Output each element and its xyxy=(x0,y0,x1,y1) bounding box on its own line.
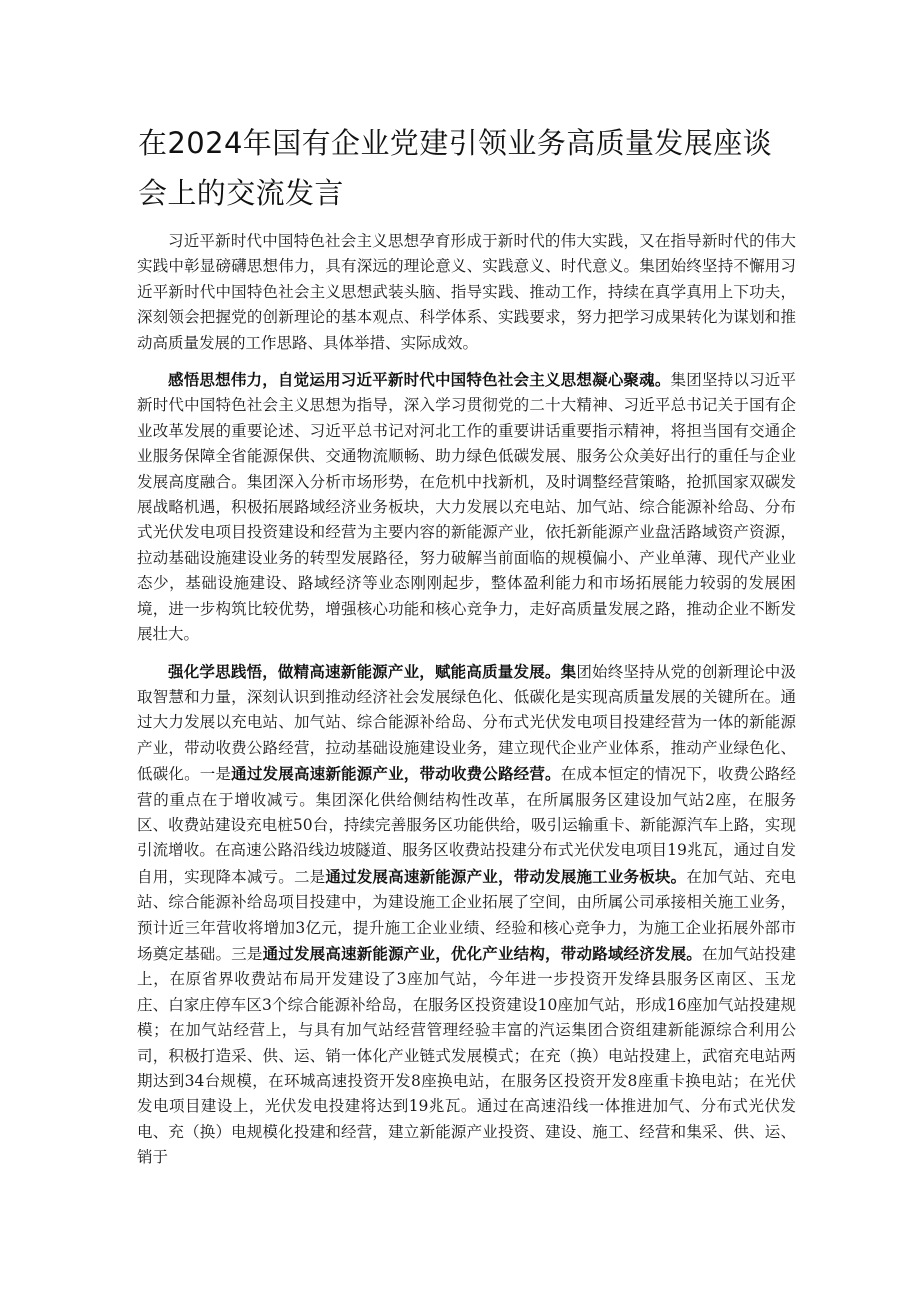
section-2-text: 团始终坚持从党的创新理论中汲取智慧和力量，深刻认识到推动经济社会发展绿色化、低碳化是实现高质量发展的关键所在。通过大力发展以充电站、加气站、综合能源补给岛、分布式光伏发电项目投建经营为一体的新能源产业，带动收费公路经营，拉动基础设施建设业务，建立现代企业产业体系，推动产业绿色化、低碳化。一是 xyxy=(137,662,796,784)
section-2-point-2: 通过发展高速新能源产业，带动发展施工业务板块。 xyxy=(325,866,687,886)
section-2-text: 在加气站、充电站、综合能源补给岛项目投建中，为建设施工企业拓展了空间，由所属公司承接相关施工业务，预计近三年营收将增加3亿元，提升施工企业业绩、经验和核心竞争力，为施工企业拓展外部市场奠定基础。三是 xyxy=(137,867,796,963)
section-2-text: 在成本恒定的情况下，收费公路经营的重点在于增收减亏。集团深化供给侧结构性改革，在所属服务区建设加气站2座，在服务区、收费站建设充电桩50台，持续完善服务区功能供给，吸引运输重卡、新能源汽车上路，实现引流增收。在高速公路沿线边坡隧道、服务区收费站投建分布式光伏发电项目19兆瓦，通过自发自用，实现降本减亏。二是 xyxy=(137,765,796,886)
paragraph-intro xyxy=(137,229,796,356)
document-body xyxy=(137,229,796,1182)
section-1-heading: 感悟思想伟力，自觉运用习近平新时代中国特色社会主义思想凝心聚魂。 xyxy=(168,370,671,390)
paragraph-section-2 xyxy=(137,659,796,1171)
section-2-heading: 强化学思践悟，做精高速新能源产业，赋能高质量发展。集 xyxy=(168,661,577,681)
section-2-point-3: 通过发展高速新能源产业，优化产业结构，带动路域经济发展。 xyxy=(262,943,702,963)
paragraph-section-1 xyxy=(137,367,796,647)
section-1-text: 集团坚持以习近平新时代中国特色社会主义思想为指导，深入学习贯彻党的二十大精神、习近平总书记关于国有企业改革发展的重要论述、习近平总书记对河北工作的重要讲话重要指示精神，将担当国有交通企业服务保障全省能源保供、交通物流顺畅、助力绿色低碳发展、服务公众美好出行的重任与企业发展高度融合。集团深入分析市场形势，在危机中找新机，及时调整经营策略，抢抓国家双碳发展战略机遇，积极拓展路域经济业务板块，大力发展以充电站、加气站、综合能源补给岛、分布式光伏发电项目投资建设和经营为主要内容的新能源产业，依托新能源产业盘活路域资产资源，拉动基础设施建设业务的转型发展路径，努力破解当前面临的规模偏小、产业单薄、现代产业业态少，基础设施建设、路域经济等业态刚刚起步，整体盈利能力和市场拓展能力较弱的发展困境，进一步构筑比较优势，增强核心功能和核心竞争力，走好高质量发展之路，推动企业不断发展壮大。 xyxy=(137,371,796,644)
paragraph-intro-text: 习近平新时代中国特色社会主义思想孕育形成于新时代的伟大实践，又在指导新时代的伟大实践中彰显磅礴思想伟力，具有深远的理论意义、实践意义、时代意义。集团始终坚持不懈用习近平新时代中国特色社会主义思想武装头脑、指导实践、推动工作，持续在真学真用上下功夫，深刻领会把握党的创新理论的基本观点、科学体系、实践要求，努力把学习成果转化为谋划和推动高质量发展的工作思路、具体举措、实际成效。 xyxy=(137,232,796,352)
section-2-point-1: 通过发展高速新能源产业，带动收费公路经营。 xyxy=(231,764,561,784)
document-title: 在2024年国有企业党建引领业务高质量发展座谈会上的交流发言 xyxy=(138,126,773,210)
section-2-text: 在加气站投建上，在原省界收费站布局开发建设了3座加气站，今年进一步投资开发绛县服务区南区、玉龙庄、白家庄停车区3个综合能源补给岛，在服务区投资建设10座加气站，形成16座加气站投建规模；在加气站经营上，与具有加气站经营管理经验丰富的汽运集团合资组建新能源综合利用公司，积极打造采、供、运、销一体化产业链式发展模式；在充（换）电站投建上，武宿充电站两期达到34台规模，在环城高速投资开发8座换电站，在服务区投资开发8座重卡换电站；在光伏发电项目建设上，光伏发电投建将达到19兆瓦。通过在高速沿线一体推进加气、分布式光伏发电、充（换）电规模化投建和经营，建立新能源产业投资、建设、施工、经营和集采、供、运、销于 xyxy=(137,944,796,1167)
